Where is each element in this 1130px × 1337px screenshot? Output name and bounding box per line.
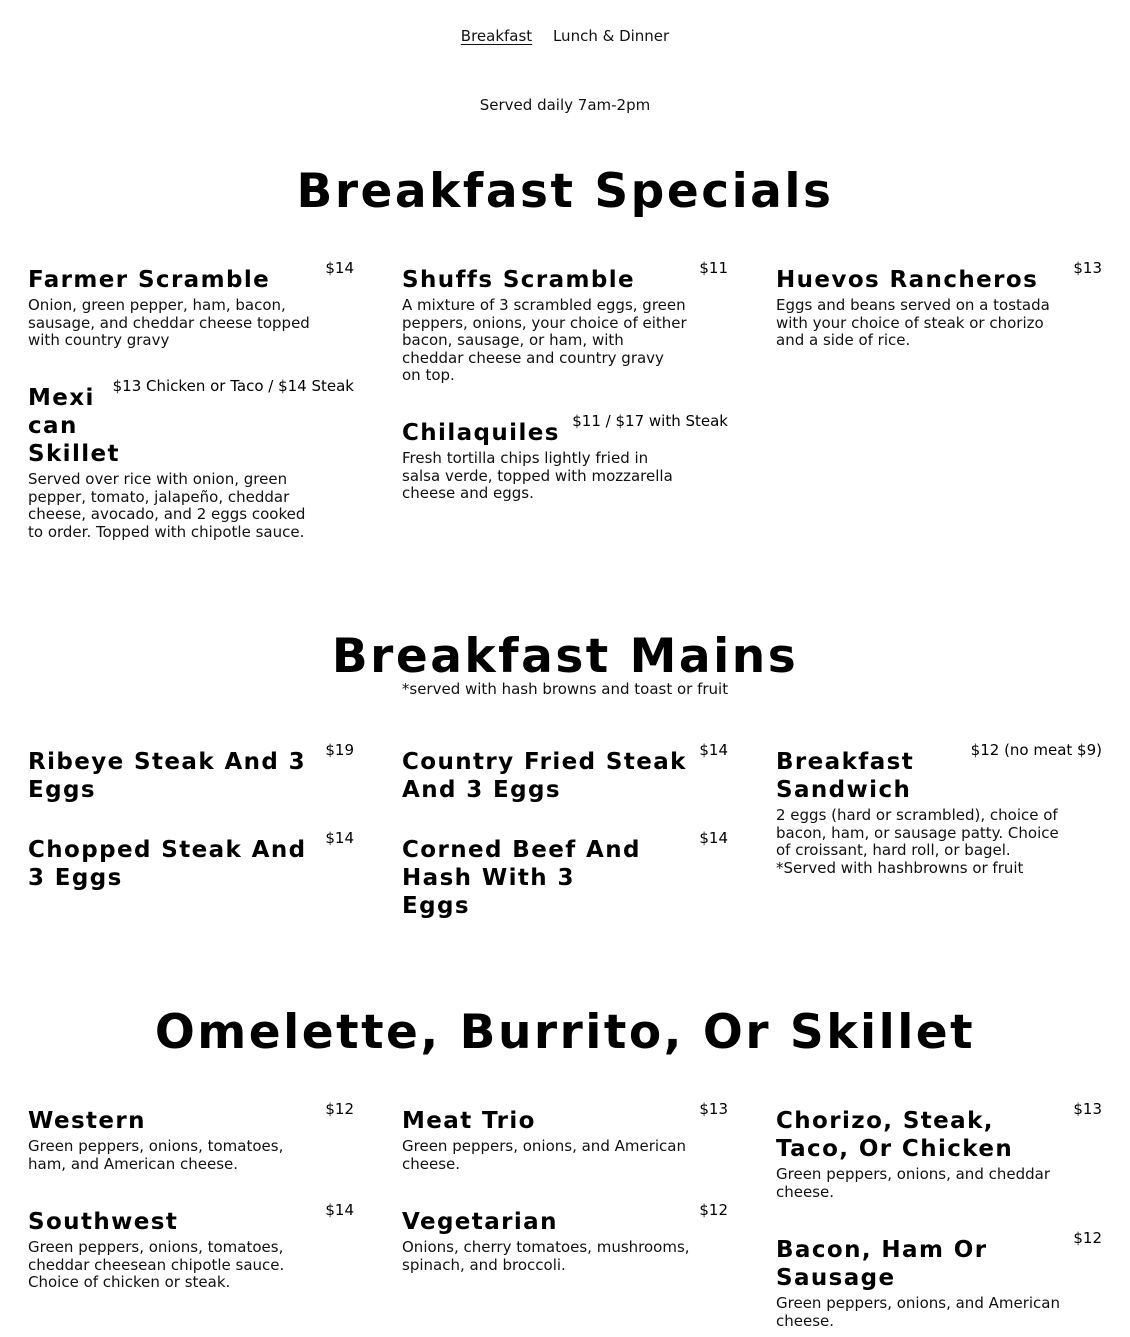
section-title-omelettes: Omelette, Burrito, Or Skillet: [154, 1005, 976, 1060]
menu-item: [776, 1229, 1102, 1330]
item-name: Mexi can Skillet: [28, 385, 120, 467]
menu-item: [776, 1100, 1102, 1201]
item-name: Huevos Rancheros: [776, 267, 1039, 293]
menu-item: [402, 259, 728, 385]
menu-item: [28, 1100, 354, 1173]
item-description: Green peppers, onions, tomatoes, cheddar cheesean chipotle sauce. Choice of chicken or steak.: [28, 1238, 285, 1292]
item-description: 2 eggs (hard or scrambled), choice of bacon, ham, or sausage patty. Choice of croissant, hard roll, or bagel. *Served with hashbrowns or fruit: [776, 806, 1059, 877]
served-hours: Served daily 7am-2pm: [479, 96, 651, 114]
item-name: Ribeye Steak And 3 Eggs: [28, 749, 307, 803]
item-name: Farmer Scramble: [28, 267, 271, 293]
menu-item: [28, 741, 354, 804]
tab-breakfast[interactable]: Breakfast: [460, 27, 533, 45]
item-name: Western: [28, 1108, 146, 1134]
menu-item: [28, 1201, 354, 1292]
item-price: $13 Chicken or Taco / $14 Steak: [112, 377, 354, 395]
item-description: Served over rice with onion, green pepper, tomato, jalapeño, cheddar cheese, avocado, and 2 eggs cooked to order. Topped with chipotle sauce.: [28, 470, 306, 541]
item-price: $13: [699, 1100, 728, 1118]
section-note-mains: *served with hash browns and toast or fruit: [401, 680, 729, 698]
item-price: $13: [1073, 259, 1102, 277]
item-price: $12: [1073, 1229, 1102, 1247]
item-price: $12 (no meat $9): [970, 741, 1102, 759]
item-name: Bacon, Ham Or Sausage: [776, 1237, 988, 1291]
item-price: $14: [325, 1201, 354, 1219]
item-price: $13: [1073, 1100, 1102, 1118]
item-name: Shuffs Scramble: [402, 267, 635, 293]
item-name: Chorizo, Steak, Taco, Or Chicken: [776, 1108, 1014, 1162]
item-name: Meat Trio: [402, 1108, 536, 1134]
item-price: $12: [325, 1100, 354, 1118]
item-price: $14: [699, 829, 728, 847]
item-description: Onion, green pepper, ham, bacon, sausage, and cheddar cheese topped with country gravy: [28, 296, 310, 350]
menu-item: [402, 1201, 728, 1274]
item-name: Corned Beef And Hash With 3 Eggs: [402, 837, 641, 919]
tab-lunch-dinner[interactable]: Lunch & Dinner: [552, 27, 670, 45]
item-price: $11 / $17 with Steak: [572, 412, 728, 430]
item-description: Green peppers, onions, and cheddar cheese.: [776, 1165, 1050, 1201]
menu-item: [402, 1100, 728, 1173]
menu-item: [402, 741, 728, 804]
item-price: $11: [699, 259, 728, 277]
item-name: Country Fried Steak And 3 Eggs: [402, 749, 687, 803]
item-description: Eggs and beans served on a tostada with your choice of steak or chorizo and a side of rice.: [776, 296, 1050, 350]
item-name: Chopped Steak And 3 Eggs: [28, 837, 307, 891]
menu-item: [28, 377, 354, 541]
menu-item: [402, 412, 728, 503]
item-description: A mixture of 3 scrambled eggs, green peppers, onions, your choice of either bacon, sausage, or ham, with cheddar cheese and country gravy on top.: [402, 296, 687, 385]
menu-item: [776, 259, 1102, 350]
section-title-mains: Breakfast Mains: [331, 629, 799, 684]
item-description: Green peppers, onions, tomatoes, ham, and American cheese.: [28, 1137, 284, 1173]
item-price: $19: [325, 741, 354, 759]
item-price: $14: [325, 829, 354, 847]
menu-item: [402, 829, 728, 920]
section-title-specials: Breakfast Specials: [296, 164, 834, 219]
item-price: $14: [699, 741, 728, 759]
item-name: Southwest: [28, 1209, 179, 1235]
item-name: Breakfast Sandwich: [776, 749, 915, 803]
item-price: $14: [325, 259, 354, 277]
menu-item: [776, 741, 1102, 877]
item-name: Vegetarian: [402, 1209, 558, 1235]
item-description: Green peppers, onions, and American cheese.: [402, 1137, 686, 1173]
menu-tabs: [0, 27, 1130, 45]
item-description: Onions, cherry tomatoes, mushrooms, spinach, and broccoli.: [402, 1238, 690, 1274]
menu-item: [28, 259, 354, 350]
menu-item: [28, 829, 354, 892]
item-name: Chilaquiles: [402, 420, 560, 446]
item-price: $12: [699, 1201, 728, 1219]
item-description: Fresh tortilla chips lightly fried in salsa verde, topped with mozzarella cheese and eggs.: [402, 449, 673, 503]
item-description: Green peppers, onions, and American cheese.: [776, 1294, 1060, 1330]
